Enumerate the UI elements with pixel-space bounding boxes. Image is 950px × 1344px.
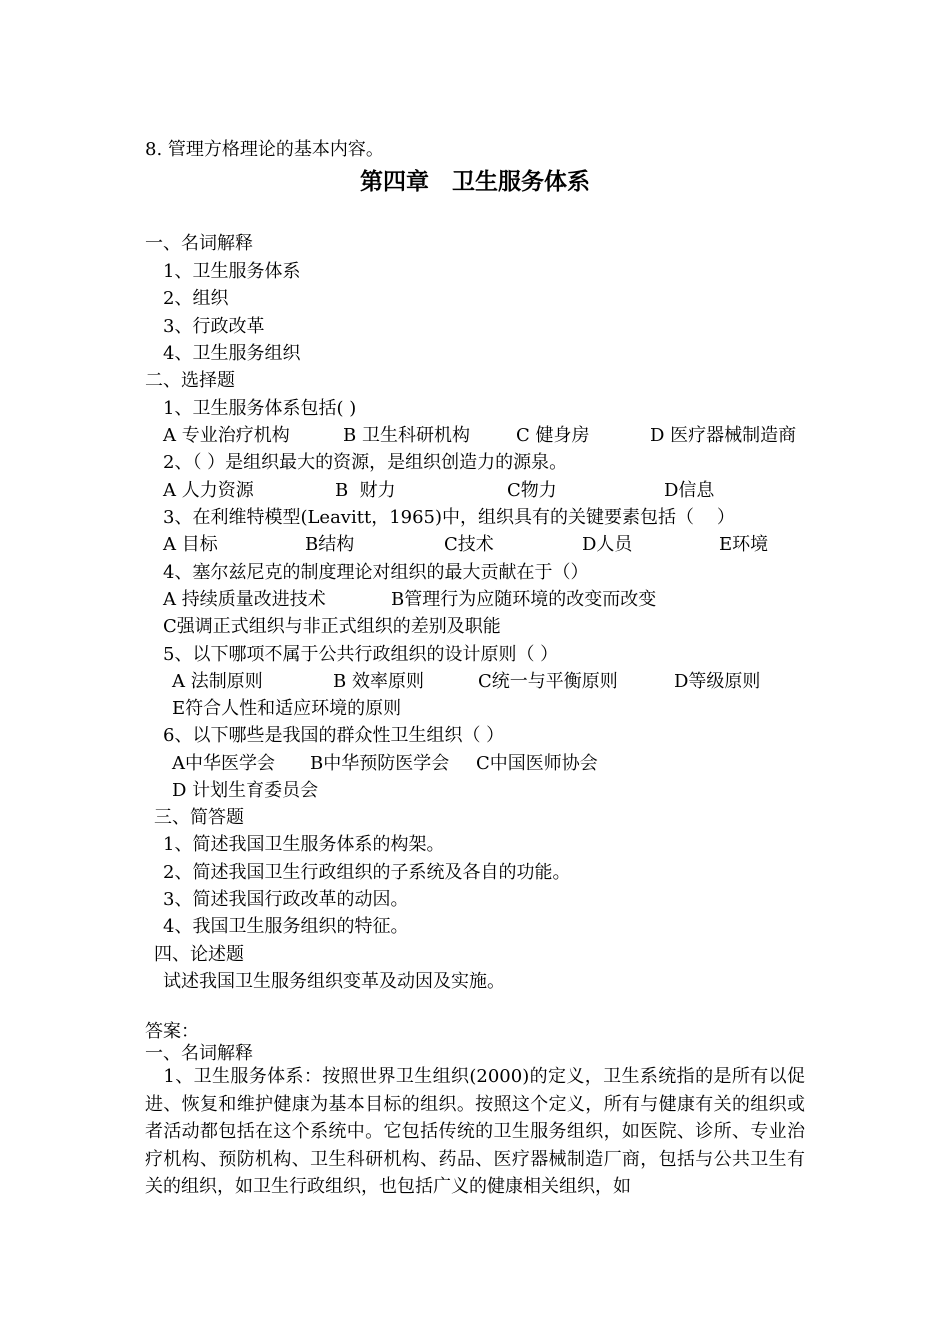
previous-question: 8. 管理方格理论的基本内容。 (145, 139, 384, 160)
option: A 法制原则 (172, 671, 263, 692)
option: A 目标 (163, 534, 218, 555)
option: A 专业治疗机构 (163, 425, 290, 446)
option: A 人力资源 (163, 480, 254, 501)
option: D 计划生育委员会 (172, 780, 319, 801)
option: C中国医师协会 (476, 753, 598, 774)
option: B 卫生科研机构 (343, 425, 470, 446)
option: E环境 (719, 534, 769, 555)
question-stem: 1、卫生服务体系包括( ) (163, 398, 357, 419)
section-heading-essay: 四、论述题 (154, 944, 244, 965)
term-item: 2、组织 (163, 288, 229, 309)
option: B管理行为应随环境的改变而改变 (391, 589, 657, 610)
question-stem: 6、以下哪些是我国的群众性卫生组织（ ） (163, 725, 505, 746)
term-item: 1、卫生服务体系 (163, 261, 301, 282)
section-heading-terms: 一、名词解释 (145, 233, 253, 254)
question-stem: 2、（ ）是组织最大的资源，是组织创造力的源泉。 (163, 452, 568, 473)
option: A中华医学会 (172, 753, 275, 774)
option: D人员 (582, 534, 633, 555)
option: B 财力 (335, 480, 396, 501)
option: E符合人性和适应环境的原则 (172, 698, 402, 719)
short-answer-item: 3、简述我国行政改革的动因。 (163, 889, 409, 910)
option: B 效率原则 (333, 671, 424, 692)
answers-section-heading: 一、名词解释 (145, 1043, 253, 1064)
option: D信息 (664, 480, 715, 501)
option: A 持续质量改进技术 (163, 589, 326, 610)
option: C 健身房 (516, 425, 590, 446)
option: C物力 (507, 480, 557, 501)
option: C统一与平衡原则 (478, 671, 618, 692)
answer-paragraph: 1、卫生服务体系：按照世界卫生组织(2000)的定义，卫生系统指的是所有以促进、恢复和维护健康为基本目标的组织。按照这个定义，所有与健康有关的组织或者活动都包括在这个系统中。它包括传统的卫生服务组织，如医院、诊所、专业治疗机构、预防机构、卫生科研机构、药品、医疗器械制造厂商，包括与公共卫生有关的组织，如卫生行政组织，也包括广义的健康相关组织，如 (145, 1066, 805, 1197)
essay-item: 试述我国卫生服务组织变革及动因及实施。 (163, 971, 505, 992)
option: C强调正式组织与非正式组织的差别及职能 (163, 616, 501, 637)
short-answer-item: 1、简述我国卫生服务体系的构架。 (163, 834, 445, 855)
question-stem: 3、在利维特模型(Leavitt，1965)中，组织具有的关键要素包括（ ） (163, 507, 735, 528)
option: B结构 (305, 534, 355, 555)
question-stem: 5、以下哪项不属于公共行政组织的设计原则（ ） (163, 644, 559, 665)
short-answer-item: 2、简述我国卫生行政组织的子系统及各自的功能。 (163, 862, 571, 883)
term-item: 4、卫生服务组织 (163, 343, 301, 364)
option: D 医疗器械制造商 (650, 425, 797, 446)
section-heading-short-answer: 三、简答题 (154, 807, 244, 828)
term-item: 3、行政改革 (163, 316, 265, 337)
option: D等级原则 (674, 671, 761, 692)
question-stem: 4、塞尔兹尼克的制度理论对组织的最大贡献在于（） (163, 562, 589, 583)
option: B中华预防医学会 (310, 753, 450, 774)
section-heading-choice: 二、选择题 (145, 370, 235, 391)
option: C技术 (444, 534, 494, 555)
short-answer-item: 4、我国卫生服务组织的特征。 (163, 916, 409, 937)
chapter-title: 第四章 卫生服务体系 (360, 169, 590, 195)
answers-label: 答案： (145, 1021, 199, 1042)
